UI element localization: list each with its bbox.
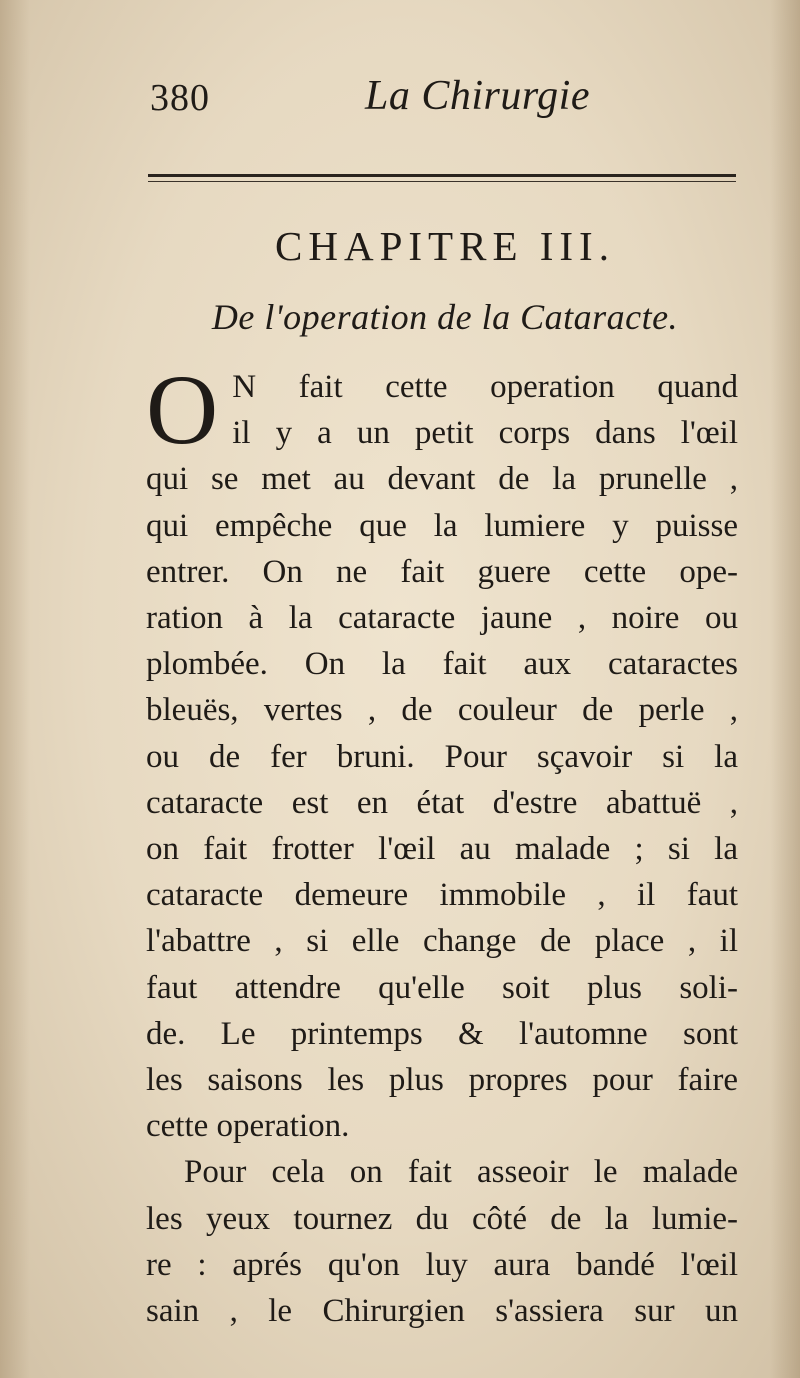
text-line: cette operation. — [146, 1108, 350, 1145]
running-title: La Chirurgie — [365, 73, 590, 119]
header-rule-thin — [148, 181, 736, 182]
chapter-subtitle: De l'operation de la Cataracte. — [211, 297, 679, 337]
text-line: de. Le printemps & l'automne sont — [146, 1015, 738, 1052]
text-line: bleuës, vertes , de couleur de perle , — [146, 692, 738, 729]
text-line: on fait frotter l'œil au malade ; si la — [146, 831, 738, 868]
paragraph-2 — [146, 1149, 738, 1334]
paragraph-1 — [146, 354, 738, 1149]
text-line: ou de fer bruni. Pour sçavoir si la — [146, 738, 738, 775]
text-line: ration à la cataracte jaune , noire ou — [146, 600, 738, 637]
page-number: 380 — [150, 77, 210, 119]
text-line: qui se met au devant de la prunelle , — [146, 461, 738, 498]
drop-cap: O — [146, 354, 219, 465]
text-line: N fait cette operation quand — [232, 369, 738, 405]
text-line: les saisons les plus propres pour faire — [146, 1062, 738, 1099]
text-line: cataracte est en état d'estre abattuë , — [146, 784, 738, 821]
text-line: plombée. On la fait aux cataractes — [146, 646, 738, 683]
text-line: Pour cela on fait asseoir le malade — [184, 1154, 738, 1191]
text-line: faut attendre qu'elle soit plus soli- — [146, 969, 738, 1006]
page-edge-left — [0, 0, 30, 1378]
header-rule — [148, 174, 736, 177]
text-line: re : aprés qu'on luy aura bandé l'œil — [146, 1246, 738, 1283]
body-text — [146, 354, 738, 1334]
page-header — [150, 72, 740, 132]
text-line: l'abattre , si elle change de place , il — [146, 923, 738, 960]
text-line: sain , le Chirurgien s'assiera sur un — [146, 1293, 738, 1330]
text-line: entrer. On ne fait guere cette ope- — [146, 553, 738, 590]
text-line: les yeux tournez du côté de la lumie- — [146, 1200, 738, 1237]
text-line: qui empêche que la lumiere y puisse — [146, 507, 738, 544]
text-line: il y a un petit corps dans l'œil — [232, 415, 738, 452]
page-edge-right — [770, 0, 800, 1378]
text-line: cataracte demeure immobile , il faut — [146, 877, 738, 914]
chapter-title: CHAPITRE III. — [275, 223, 615, 269]
